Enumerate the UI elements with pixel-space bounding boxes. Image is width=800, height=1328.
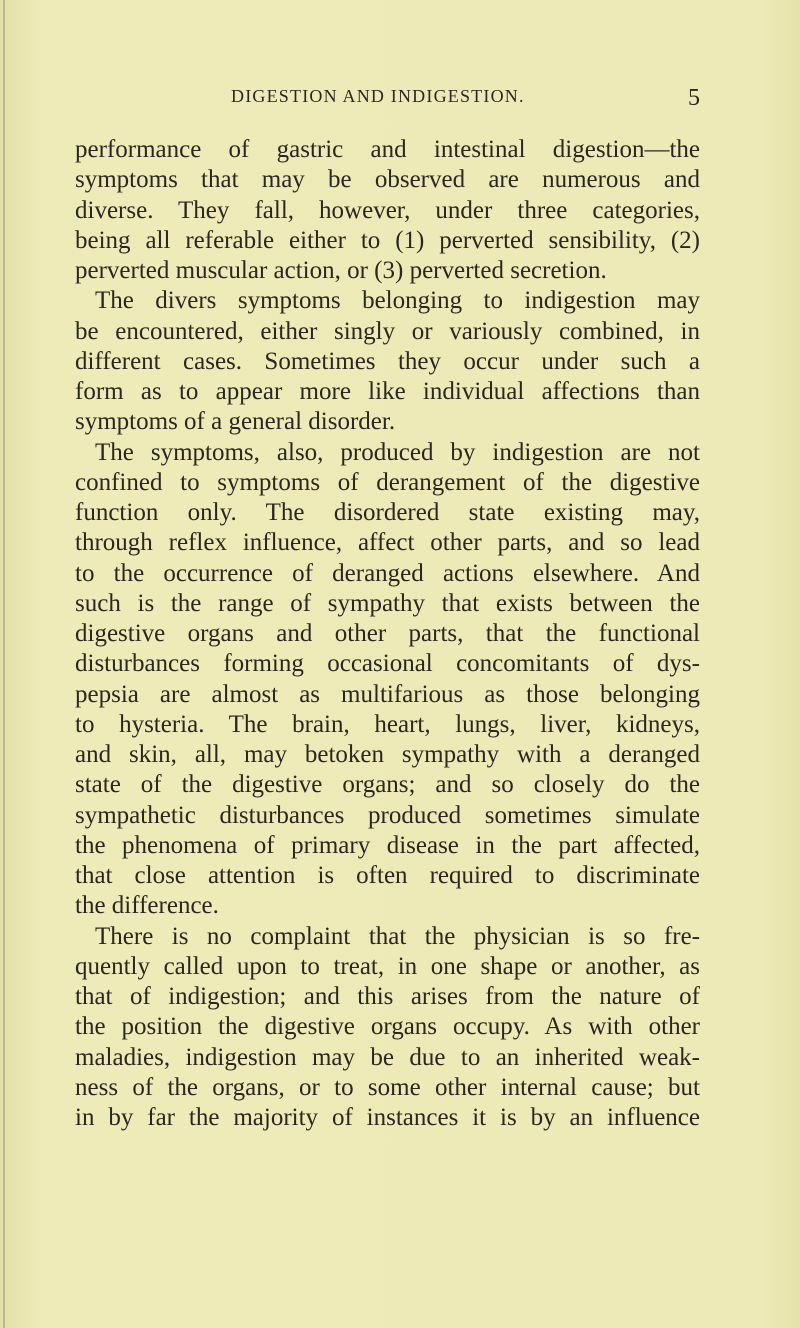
running-head: DIGESTION AND INDIGESTION. <box>231 86 525 106</box>
page-edge <box>3 0 5 1328</box>
page-header <box>75 86 700 116</box>
text-line: the difference. <box>75 892 219 920</box>
text-line: to the occurrence of deranged actions elsewhere. And <box>75 559 700 587</box>
text-line: the phenomena of primary disease in the part affected, <box>75 831 700 859</box>
text-line: confined to symptoms of derangement of the digestive <box>75 468 700 496</box>
text-line: be encountered, either singly or variously combined, in <box>75 317 700 345</box>
text-line: sympathetic disturbances produced sometimes simulate <box>75 801 700 829</box>
text-line: performance of gastric and intestinal digestion—the <box>75 136 700 163</box>
text-line: ness of the organs, or to some other internal cause; but <box>75 1073 700 1101</box>
text-line: disturbances forming occasional concomitants of dys- <box>75 650 700 678</box>
text-line: in by far the majority of instances it is by an influence <box>75 1104 700 1131</box>
text-line: the position the digestive organs occupy. As with other <box>75 1013 700 1041</box>
text-line: symptoms that may be observed are numerous and <box>75 166 700 194</box>
text-line: There is no complaint that the physician is so fre- <box>95 922 700 950</box>
text-line: being all referable either to (1) perverted sensibility, (2) <box>75 226 700 254</box>
text-line: function only. The disordered state existing may, <box>75 499 700 526</box>
text-line: and skin, all, may betoken sympathy with a deranged <box>75 741 700 768</box>
text-line: perverted muscular action, or (3) perverted secretion. <box>75 257 607 284</box>
text-line: quently called upon to treat, in one shape or another, as <box>75 952 700 980</box>
text-line: pepsia are almost as multifarious as those belonging <box>75 680 700 708</box>
text-line: symptoms of a general disorder. <box>75 408 396 436</box>
text-line: that close attention is often required to discriminate <box>75 862 700 889</box>
text-line: The divers symptoms belonging to indigestion may <box>95 287 700 315</box>
text-line: to hysteria. The brain, heart, lungs, liver, kidneys, <box>75 710 700 738</box>
text-line: such is the range of sympathy that exists between the <box>75 589 700 617</box>
text-line: diverse. They fall, however, under three categories, <box>75 196 700 224</box>
text-line: digestive organs and other parts, that the functional <box>75 620 700 647</box>
body-text <box>75 135 700 1133</box>
text-line: through reflex influence, affect other parts, and so lead <box>75 529 700 557</box>
text-line: different cases. Sometimes they occur under such a <box>75 347 700 375</box>
text-line: form as to appear more like individual affections than <box>75 378 700 405</box>
text-line: that of indigestion; and this arises from the nature of <box>75 983 700 1010</box>
text-line: state of the digestive organs; and so closely do the <box>75 771 700 799</box>
page-number: 5 <box>688 85 700 111</box>
text-line: The symptoms, also, produced by indigestion are not <box>95 438 700 466</box>
text-line: maladies, indigestion may be due to an inherited weak- <box>75 1043 700 1071</box>
